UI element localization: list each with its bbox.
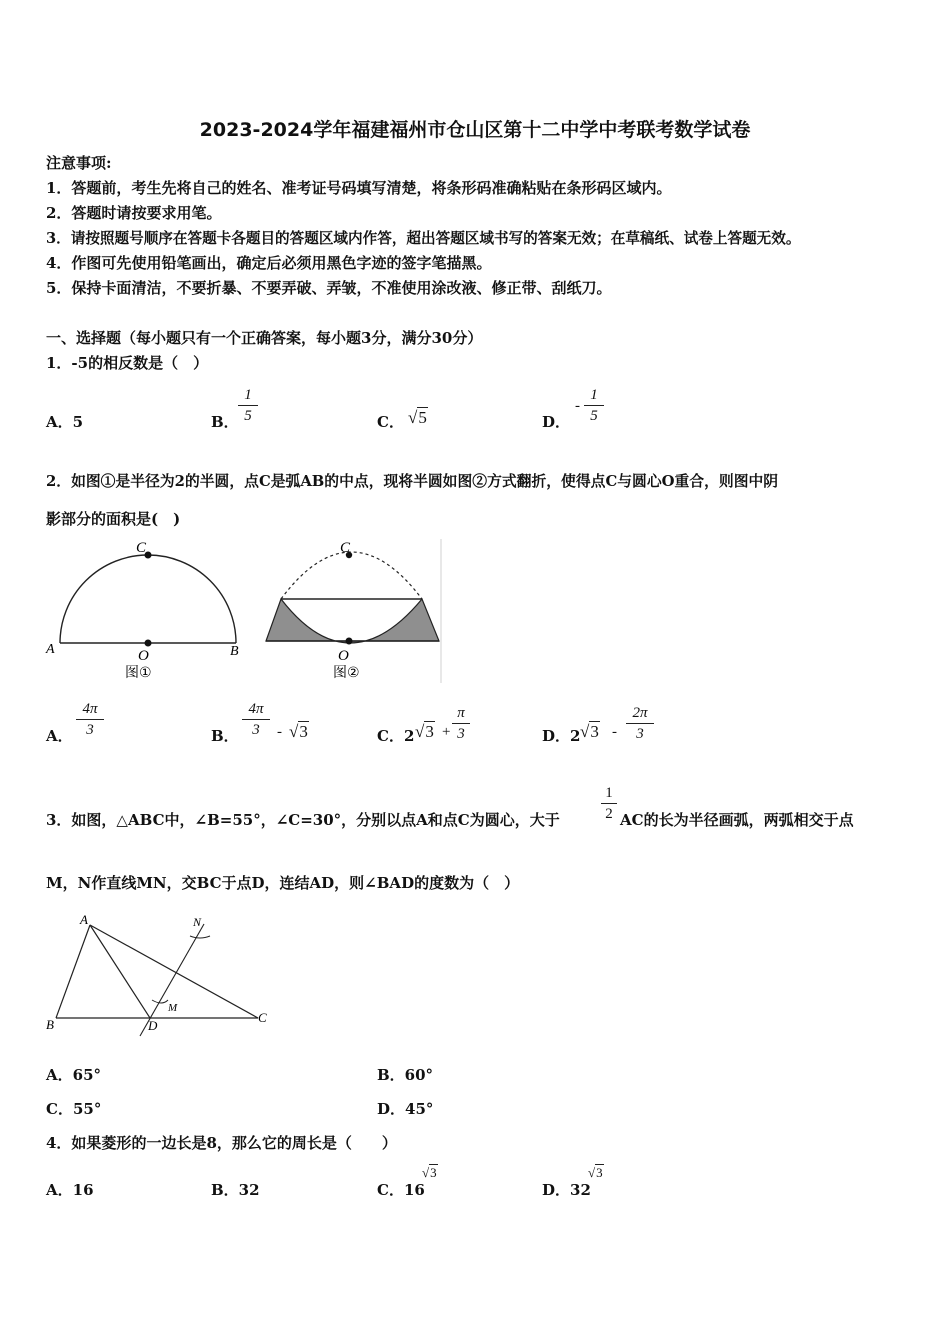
q3-stem-pre: 3．如图，△ABC中，∠B=55°，∠C=30°，分别以点A和点C为圆心，大于 bbox=[46, 811, 560, 829]
point-o bbox=[145, 640, 152, 647]
segment-ad bbox=[90, 925, 150, 1018]
q3-stem-line2: M，N作直线MN，交BC于点D，连结AD，则∠BAD的度数为（ ） bbox=[46, 874, 520, 892]
q3-figure bbox=[44, 910, 274, 1040]
q3-option-d: D．45° bbox=[377, 1100, 434, 1118]
label-b: B bbox=[46, 1017, 54, 1032]
label-m: M bbox=[168, 1002, 178, 1014]
q2-option-c-fraction: π 3 bbox=[452, 704, 470, 743]
q4-option-a: A．16 bbox=[46, 1181, 94, 1199]
notice-item: 5．保持卡面清洁，不要折暴、不要弄破、弄皱，不准使用涂改液、修正带、刮纸刀。 bbox=[46, 279, 612, 297]
label-c: C bbox=[136, 540, 147, 556]
q1-option-d-label: D． bbox=[542, 413, 571, 431]
q4-option-c-sqrt: √3 bbox=[422, 1165, 437, 1180]
q2-stem-line1: 2．如图①是半径为2的半圆，点C是弧AB的中点，现将半圆如图②方式翻折，使得点C与圆心O重合，则图中阴 bbox=[46, 473, 779, 490]
q2-option-a-fraction: 4π 3 bbox=[76, 700, 104, 739]
notice-item: 1．答题前，考生先将自己的姓名、准考证号码填写清楚，将条形码准确粘贴在条形码区域内。 bbox=[46, 179, 672, 197]
q2-option-b-fraction: 4π 3 bbox=[242, 700, 270, 739]
q2-stem-line2: 影部分的面积是( ) bbox=[46, 510, 181, 528]
q3-stem-post: AC的长为半径画弧，两弧相交于点 bbox=[620, 811, 854, 829]
label-d: D bbox=[148, 1018, 158, 1033]
q2-option-b-minus: - bbox=[277, 724, 282, 740]
q4-option-b: B．32 bbox=[211, 1181, 260, 1199]
semicircle-arc bbox=[60, 555, 236, 643]
shaded-region bbox=[266, 599, 439, 643]
notice-heading: 注意事项: bbox=[46, 154, 112, 172]
q3-option-c: C．55° bbox=[46, 1100, 102, 1118]
q2-option-c-plus: + bbox=[442, 724, 451, 740]
q1-option-c-sqrt: √5 bbox=[408, 408, 427, 427]
fig1-caption: 图① bbox=[125, 665, 152, 681]
q4-stem: 4．如果菱形的一边长是8，那么它的周长是（ ） bbox=[46, 1134, 397, 1152]
notice-item: 4．作图可先使用铅笔画出，确定后必须用黑色字迹的签字笔描黑。 bbox=[46, 254, 492, 272]
q4-option-d-sqrt: √3 bbox=[588, 1165, 603, 1180]
section-heading: 一、选择题（每小题只有一个正确答案，每小题3分，满分30分） bbox=[46, 329, 483, 347]
label-n: N bbox=[193, 915, 202, 929]
label-a: A bbox=[80, 912, 88, 927]
q4-option-c-label: C．16 bbox=[377, 1181, 425, 1199]
q1-option-a: A．5 bbox=[46, 413, 84, 431]
page-title: 2023-2024学年福建福州市仓山区第十二中学中考联考数学试卷 bbox=[199, 119, 751, 141]
q2-option-d-minus: - bbox=[612, 724, 617, 740]
point-o bbox=[346, 638, 353, 645]
q2-option-b-label: B． bbox=[211, 727, 239, 745]
q4-option-d-label: D．32 bbox=[542, 1181, 591, 1199]
arc-mark-n bbox=[190, 936, 210, 938]
q3-option-b: B．60° bbox=[377, 1066, 434, 1084]
q2-figure-1 bbox=[40, 535, 250, 685]
q1-option-c-label: C． bbox=[377, 413, 404, 431]
q1-option-b-label: B． bbox=[211, 413, 239, 431]
notice-item: 2．答题时请按要求用笔。 bbox=[46, 204, 222, 222]
q2-option-d-fraction: 2π 3 bbox=[626, 704, 654, 743]
q2-option-c-label: C．2 bbox=[377, 727, 415, 745]
q1-stem: 1．-5的相反数是（ ） bbox=[46, 354, 209, 372]
q2-option-b-sqrt: √3 bbox=[289, 722, 308, 741]
dashed-arc bbox=[281, 552, 422, 599]
q1-option-d-fraction: 1 5 bbox=[584, 386, 604, 425]
label-o: O bbox=[338, 648, 349, 664]
q2-option-a-label: A． bbox=[46, 727, 73, 745]
q3-half-fraction: 1 2 bbox=[601, 784, 617, 823]
q2-option-d-label: D．2 bbox=[542, 727, 581, 745]
q2-option-c-sqrt: √3 bbox=[415, 722, 434, 741]
fig2-caption: 图② bbox=[333, 665, 360, 681]
notice-item: 3．请按照题号顺序在答题卡各题目的答题区域内作答，超出答题区域书写的答案无效；在草稿纸、试卷上答题无效。 bbox=[46, 230, 801, 247]
label-c: C bbox=[340, 540, 351, 556]
q1-option-d-minus: - bbox=[575, 398, 580, 414]
label-o: O bbox=[138, 648, 149, 664]
label-c: C bbox=[258, 1010, 267, 1025]
q2-figure-2 bbox=[258, 535, 448, 685]
q1-option-b-fraction: 1 5 bbox=[238, 386, 258, 425]
q2-option-d-sqrt: √3 bbox=[580, 722, 599, 741]
label-a: A bbox=[46, 642, 55, 657]
q3-option-a: A．65° bbox=[46, 1066, 102, 1084]
label-b: B bbox=[230, 644, 239, 659]
segment-ab bbox=[56, 925, 90, 1018]
